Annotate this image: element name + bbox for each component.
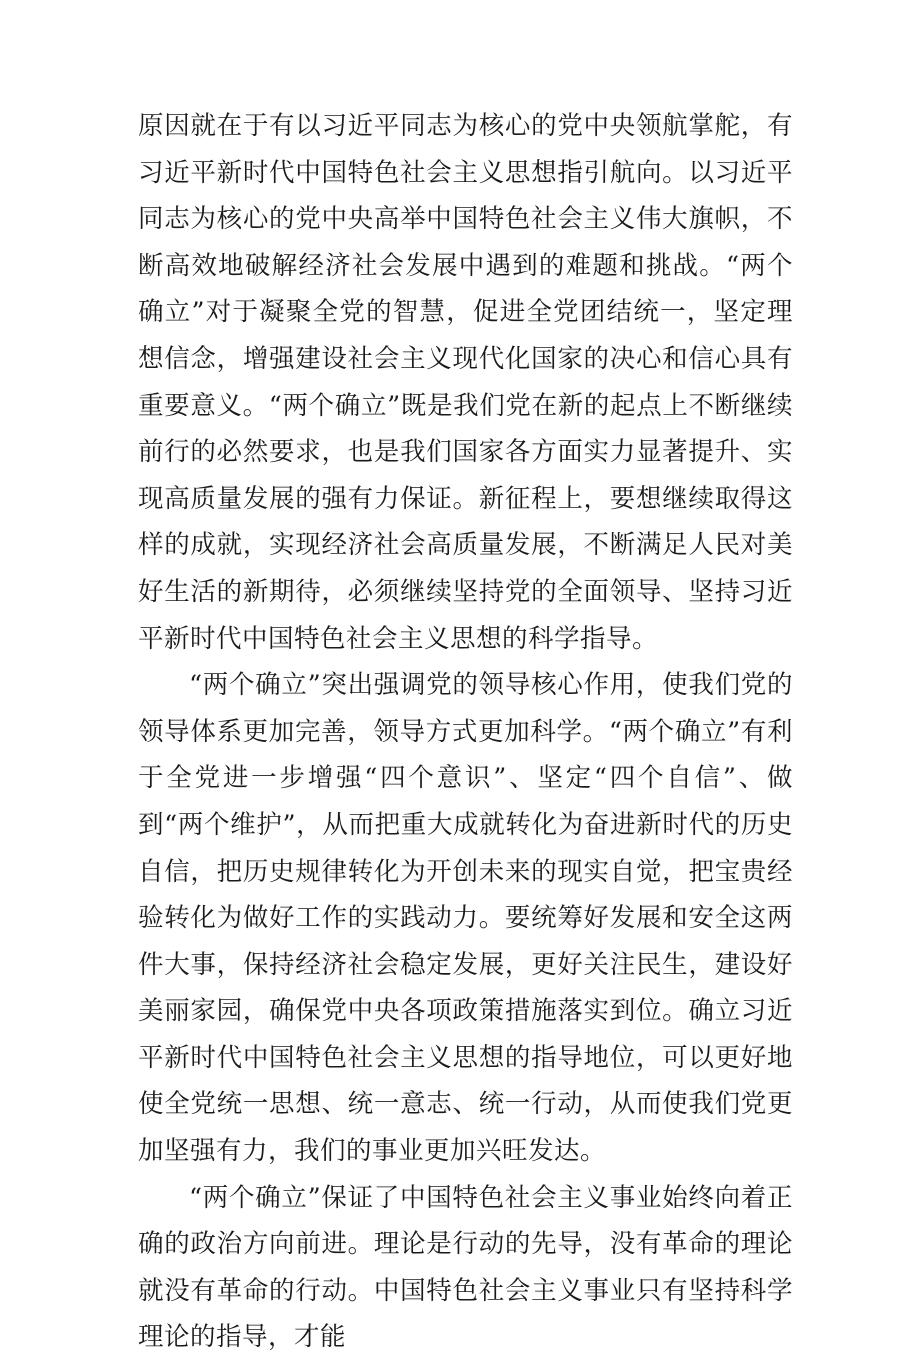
document-body (138, 103, 793, 1361)
paragraph-1: 原因就在于有以习近平同志为核心的党中央领航掌舵，有习近平新时代中国特色社会主义思想指引航向。以习近平同志为核心的党中央高举中国特色社会主义伟大旗帜，不断高效地破解经济社会发展中遇到的难题和挑战。“两个确立”对于凝聚全党的智慧，促进全党团结统一，坚定理想信念，增强建设社会主义现代化国家的决心和信心具有重要意义。“两个确立”既是我们党在新的起点上不断继续前行的必然要求，也是我们国家各方面实力显著提升、实现高质量发展的强有力保证。新征程上，要想继续取得这样的成就，实现经济社会高质量发展，不断满足人民对美好生活的新期待，必须继续坚持党的全面领导、坚持习近平新时代中国特色社会主义思想的科学指导。 (138, 111, 793, 654)
paragraph-2: “两个确立”突出强调党的领导核心作用，使我们党的领导体系更加完善，领导方式更加科学。“两个确立”有利于全党进一步增强“四个意识”、坚定“四个自信”、做到“两个维护”，从而把重大成就转化为奋进新时代的历史自信，把历史规律转化为开创未来的现实自觉，把宝贵经验转化为做好工作的实践动力。要统筹好发展和安全这两件大事，保持经济社会稳定发展，更好关注民生，建设好美丽家园，确保党中央各项政策措施落实到位。确立习近平新时代中国特色社会主义思想的指导地位，可以更好地使全党统一思想、统一意志、统一行动，从而使我们党更加坚强有力，我们的事业更加兴旺发达。 (138, 670, 793, 1167)
paragraph-3: “两个确立”保证了中国特色社会主义事业始终向着正确的政治方向前进。理论是行动的先导，没有革命的理论就没有革命的行动。中国特色社会主义事业只有坚持科学理论的指导，才能 (138, 1182, 793, 1353)
